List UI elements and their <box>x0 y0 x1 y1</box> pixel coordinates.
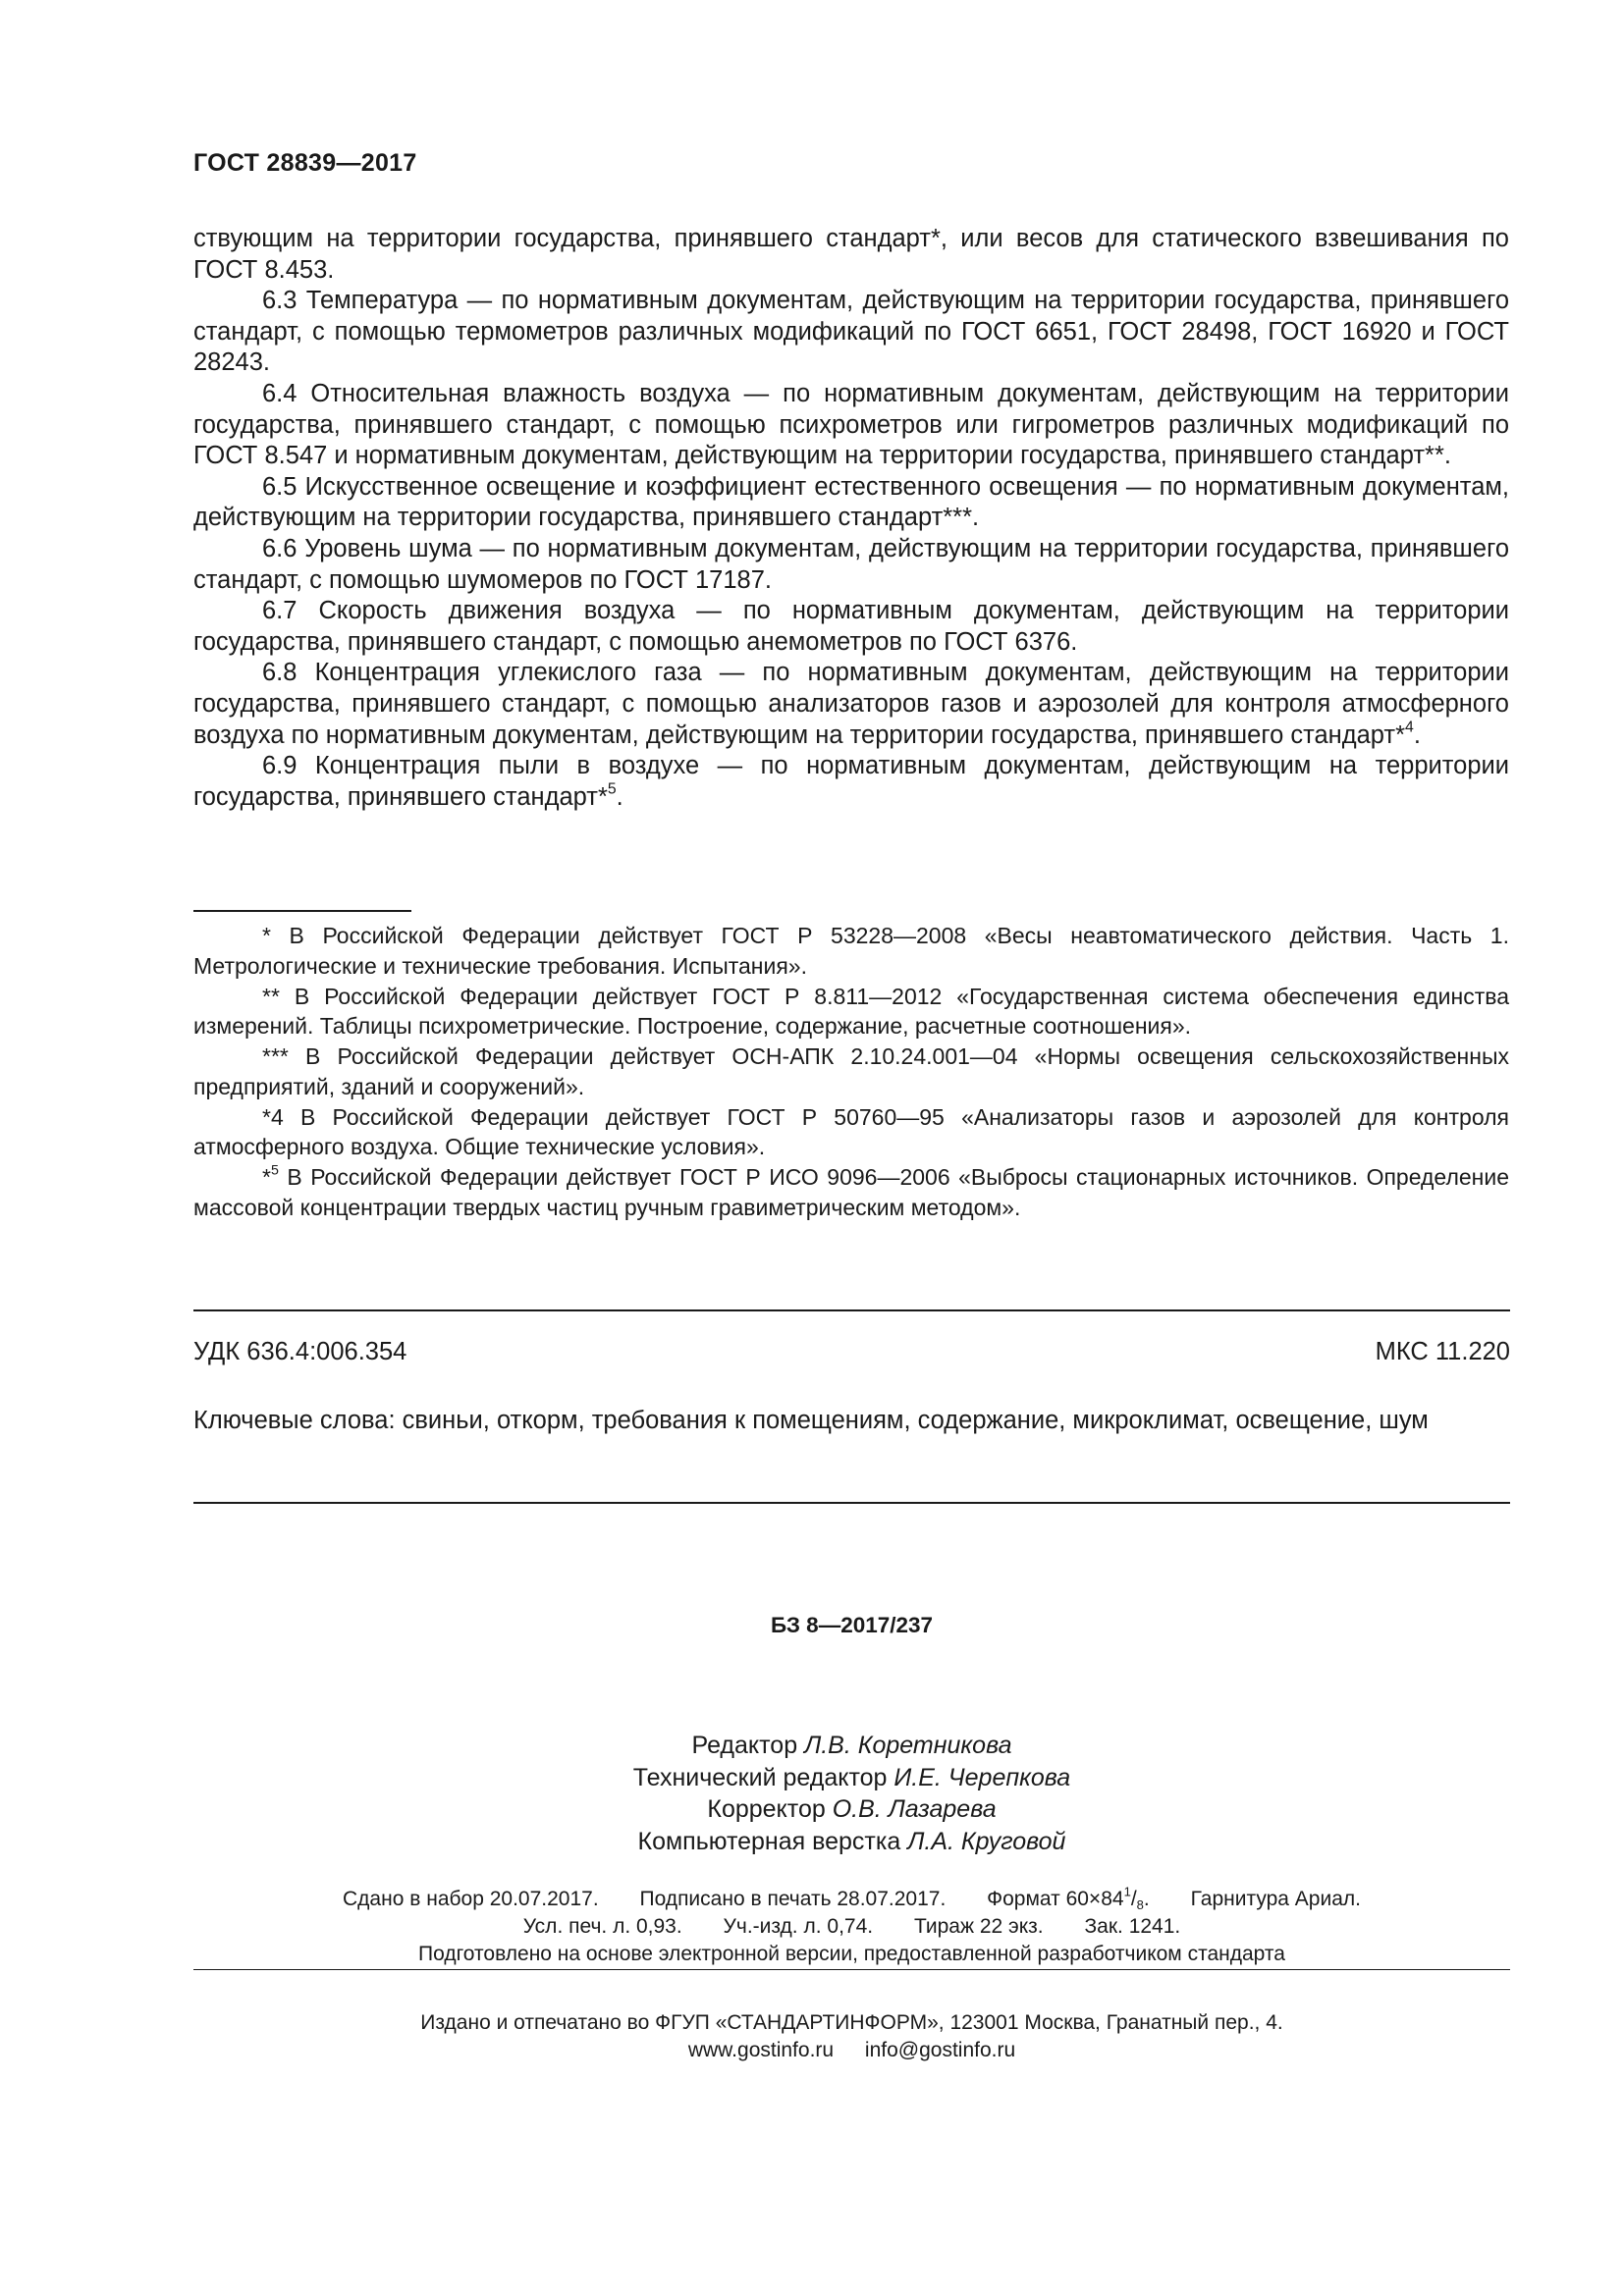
corrector-line <box>193 1793 1510 1826</box>
paragraph-6-7: 6.7 Скорость движения воздуха — по нормативным документам, действующим на территории государства, принявшего стандарт, с помощью анемометров по ГОСТ 6376. <box>193 597 1509 656</box>
paragraph-6-4: 6.4 Относительная влажность воздуха — по нормативным документам, действующим на территории государства, принявшего стандарт, с помощью психрометров или гигрометров различных модификаций по ГОСТ 8.547 и нормативным документам, действующим на территории государства, принявшего стандарт**. <box>193 379 1509 470</box>
typeface: Гарнитура Ариал. <box>1190 1888 1361 1910</box>
editor-label: Редактор <box>691 1732 798 1759</box>
publisher-email[interactable]: info@gostinfo.ru <box>864 2039 1016 2061</box>
publisher-contacts <box>193 2037 1510 2064</box>
footnote-5-text: В Российской Федерации действует ГОСТ Р ИСО 9096—2006 «Выбросы стационарных источников. Определение массовой концентрации твердых частиц ручным гравиметрическим методом». <box>193 1164 1509 1220</box>
publisher-line: Издано и отпечатано во ФГУП «СТАНДАРТИНФОРМ», 123001 Москва, Гранатный пер., 4. <box>420 2011 1283 2034</box>
print-sheets: Усл. печ. л. 0,93. <box>522 1915 682 1938</box>
paper-format <box>987 1884 1150 1912</box>
paragraph-6-9-text: 6.9 Концентрация пыли в воздухе — по нормативным документам, действующим на территории государства, принявшего стандарт* <box>193 752 1509 811</box>
keywords: Ключевые слова: свиньи, откорм, требования к помещениям, содержание, микроклимат, освещение, шум <box>193 1407 1429 1434</box>
footnotes <box>193 921 1509 1223</box>
footnote-ref-4: 4 <box>1405 719 1414 736</box>
publisher-block <box>193 2009 1510 2064</box>
tech-editor-label: Технический редактор <box>632 1763 888 1791</box>
imprint-block <box>193 1886 1510 1968</box>
pub-sheets: Уч.-изд. л. 0,74. <box>723 1915 874 1938</box>
paragraph-6-6: 6.6 Уровень шума — по нормативным документам, действующим на территории государства, принявшего стандарт, с помощью шумомеров по ГОСТ 17187. <box>193 534 1509 594</box>
footnote-4: *4 В Российской Федерации действует ГОСТ Р 50760—95 «Анализаторы газов и аэрозолей для контроля атмосферного воздуха. Общие технические условия». <box>193 1103 1509 1159</box>
paragraph-6-3: 6.3 Температура — по нормативным документам, действующим на территории государства, принявшего стандарт, с помощью термометров различных модификаций по ГОСТ 6651, ГОСТ 28498, ГОСТ 16920 и ГОСТ 28243. <box>193 287 1509 377</box>
format-slash: / <box>1130 1888 1137 1910</box>
imprint-row-1 <box>193 1886 1510 1913</box>
paragraph-continuation: ствующим на территории государства, принявшего стандарт*, или весов для статического взвешивания по ГОСТ 8.453. <box>193 225 1509 284</box>
tech-editor-name: И.Е. Черепкова <box>893 1763 1071 1791</box>
corrector-name: О.В. Лазарева <box>832 1795 997 1823</box>
footnote-5 <box>193 1162 1509 1222</box>
editors-block <box>193 1730 1510 1857</box>
corrector-label: Корректор <box>707 1795 826 1823</box>
footnote-separator <box>193 910 411 912</box>
body-text <box>193 224 1509 813</box>
paragraph-6-8-end: . <box>1413 721 1421 749</box>
udk-code: УДК 636.4:006.354 <box>193 1338 407 1365</box>
footnote-2: ** В Российской Федерации действует ГОСТ Р 8.811—2012 «Государственная система обеспечения единства измерений. Таблицы психрометрические. Построение, содержание, расчетные соотношения». <box>193 983 1509 1039</box>
paragraph-6-9-end: . <box>616 782 623 811</box>
paragraph-6-8-text: 6.8 Концентрация углекислого газа — по нормативным документам, действующим на территории государства, принявшего стандарт, с помощью анализаторов газов и аэрозолей для контроля атмосферного воздуха по нормативным документам, действующим на территории государства, принявшего стандарт* <box>193 659 1509 749</box>
footnote-3: *** В Российской Федерации действует ОСН-АПК 2.10.24.001—04 «Нормы освещения сельскохозяйственных предприятий, зданий и сооружений». <box>193 1043 1509 1099</box>
layout-name: Л.А. Круговой <box>907 1827 1066 1855</box>
print-run: Тираж 22 экз. <box>913 1915 1044 1938</box>
layout-label: Компьютерная верстка <box>637 1827 901 1855</box>
imprint-row-2 <box>193 1913 1510 1941</box>
format-end: . <box>1143 1888 1150 1910</box>
editor-line <box>193 1730 1510 1762</box>
classification-top-rule <box>193 1309 1510 1311</box>
format-prefix: Формат 60×84 <box>987 1888 1124 1910</box>
editor-name: Л.В. Коретникова <box>804 1732 1012 1759</box>
footnote-ref-5: 5 <box>607 780 617 798</box>
mks-code: МКС 11.220 <box>1375 1338 1510 1365</box>
signed-date: Подписано в печать 28.07.2017. <box>639 1888 947 1910</box>
classification-row <box>193 1338 1510 1366</box>
footnote-5-mark: * <box>262 1164 271 1190</box>
paragraph-6-8 <box>193 658 1509 751</box>
paragraph-6-5: 6.5 Искусственное освещение и коэффициент естественного освещения — по нормативным документам, действующим на территории государства, принявшего стандарт***. <box>193 472 1509 532</box>
document-header: ГОСТ 28839—2017 <box>193 149 417 177</box>
classification-bottom-rule <box>193 1502 1510 1504</box>
prepared-note: Подготовлено на основе электронной версии, предоставленной разработчиком стандарта <box>418 1943 1285 1965</box>
footnote-1: * В Российской Федерации действует ГОСТ Р 53228—2008 «Весы неавтоматического действия. Часть 1. Метрологические и технические требования. Испытания». <box>193 923 1509 979</box>
layout-line <box>193 1826 1510 1858</box>
typeset-date: Сдано в набор 20.07.2017. <box>343 1888 599 1910</box>
bz-number: БЗ 8—2017/237 <box>770 1613 934 1637</box>
tech-editor-line <box>193 1762 1510 1794</box>
format-sup: 1 <box>1123 1884 1131 1899</box>
publisher-website[interactable]: www.gostinfo.ru <box>687 2039 835 2061</box>
format-sub: 8 <box>1136 1896 1144 1912</box>
order-number: Зак. 1241. <box>1084 1915 1181 1938</box>
footnote-5-sup: 5 <box>270 1162 279 1179</box>
paragraph-6-9 <box>193 751 1509 813</box>
publisher-rule <box>193 1969 1510 1970</box>
